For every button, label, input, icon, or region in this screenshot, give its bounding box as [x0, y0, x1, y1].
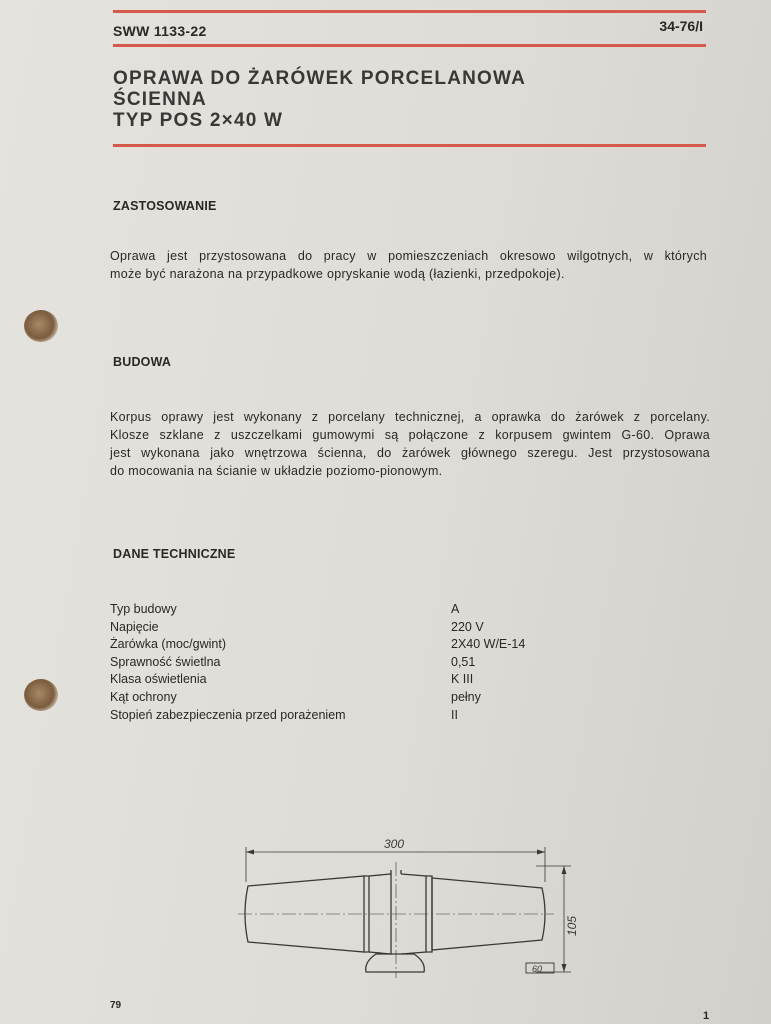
spec-label: Żarówka (moc/gwint) — [110, 637, 226, 652]
header-rule — [113, 44, 706, 47]
spec-label: Sprawność świetlna — [110, 654, 221, 669]
spec-label: Typ budowy — [110, 602, 177, 616]
top-rule — [113, 10, 706, 13]
spec-row — [110, 601, 525, 619]
section-heading-budowa: BUDOWA — [113, 355, 172, 369]
spec-row — [110, 671, 525, 689]
paragraph-line: Klosze szklane z uszczelkami gumowymi są połączone z korpusem gwintem G-60. Oprawa — [110, 428, 710, 442]
spec-row — [110, 636, 525, 654]
paragraph-line: Korpus oprawy jest wykonany z porcelany technicznej, a oprawka do żarówek z porcelany. — [110, 410, 710, 424]
title-line: TYP POS 2×40 W — [113, 110, 284, 131]
spec-row — [110, 689, 525, 707]
spec-label: Napięcie — [110, 619, 159, 634]
paragraph-zastosowanie — [110, 247, 707, 283]
standard-code: SWW 1133-22 — [113, 23, 207, 39]
spec-value: A — [451, 602, 460, 616]
spec-row — [110, 654, 525, 672]
dimension-height-label: 105 — [565, 915, 579, 936]
page-number-left: 79 — [110, 1000, 122, 1011]
paragraph-budowa — [110, 408, 710, 480]
spec-value: 2X40 W/E-14 — [451, 637, 526, 652]
spec-row — [110, 707, 525, 725]
technical-drawing — [236, 832, 586, 982]
section-heading-dane: DANE TECHNICZNE — [113, 547, 236, 561]
spec-label: Kąt ochrony — [110, 689, 177, 704]
punch-hole — [24, 679, 58, 711]
spec-value: pełny — [451, 689, 481, 704]
spec-value: II — [451, 707, 458, 722]
page-title — [113, 68, 526, 131]
punch-hole — [24, 310, 58, 342]
spec-row — [110, 619, 525, 637]
paragraph-line: jest wykonana jako wnętrzowa ścienna, do żarówek głównego szeregu. Jest przystosowana — [110, 446, 710, 460]
page-number-right: 1 — [703, 1010, 710, 1022]
spec-value: 220 V — [451, 619, 484, 634]
dimension-small-label: 60 — [532, 964, 543, 974]
spec-value: 0,51 — [451, 654, 476, 669]
title-line: OPRAWA DO ŻARÓWEK PORCELANOWA — [113, 68, 527, 89]
dimension-width-label: 300 — [384, 837, 405, 851]
spec-value: K III — [451, 672, 474, 687]
spec-label: Klasa oświetlenia — [110, 672, 207, 687]
spec-label: Stopień zabezpieczenia przed porażeniem — [110, 707, 346, 722]
paragraph-line: może być narażona na przypadkowe opryskanie wodą (łazienki, przedpokoje). — [110, 267, 565, 281]
paragraph-line: Oprawa jest przystosowana do pracy w pomieszczeniach okresowo wilgotnych, w których — [110, 249, 707, 263]
paragraph-line: do mocowania na ścianie w układzie poziomo-pionowym. — [110, 464, 443, 478]
spec-table — [110, 601, 525, 724]
section-heading-zastosowanie: ZASTOSOWANIE — [113, 199, 217, 213]
document-number: 34-76/I — [659, 18, 703, 34]
title-rule — [113, 144, 706, 147]
title-line: ŚCIENNA — [113, 89, 207, 110]
